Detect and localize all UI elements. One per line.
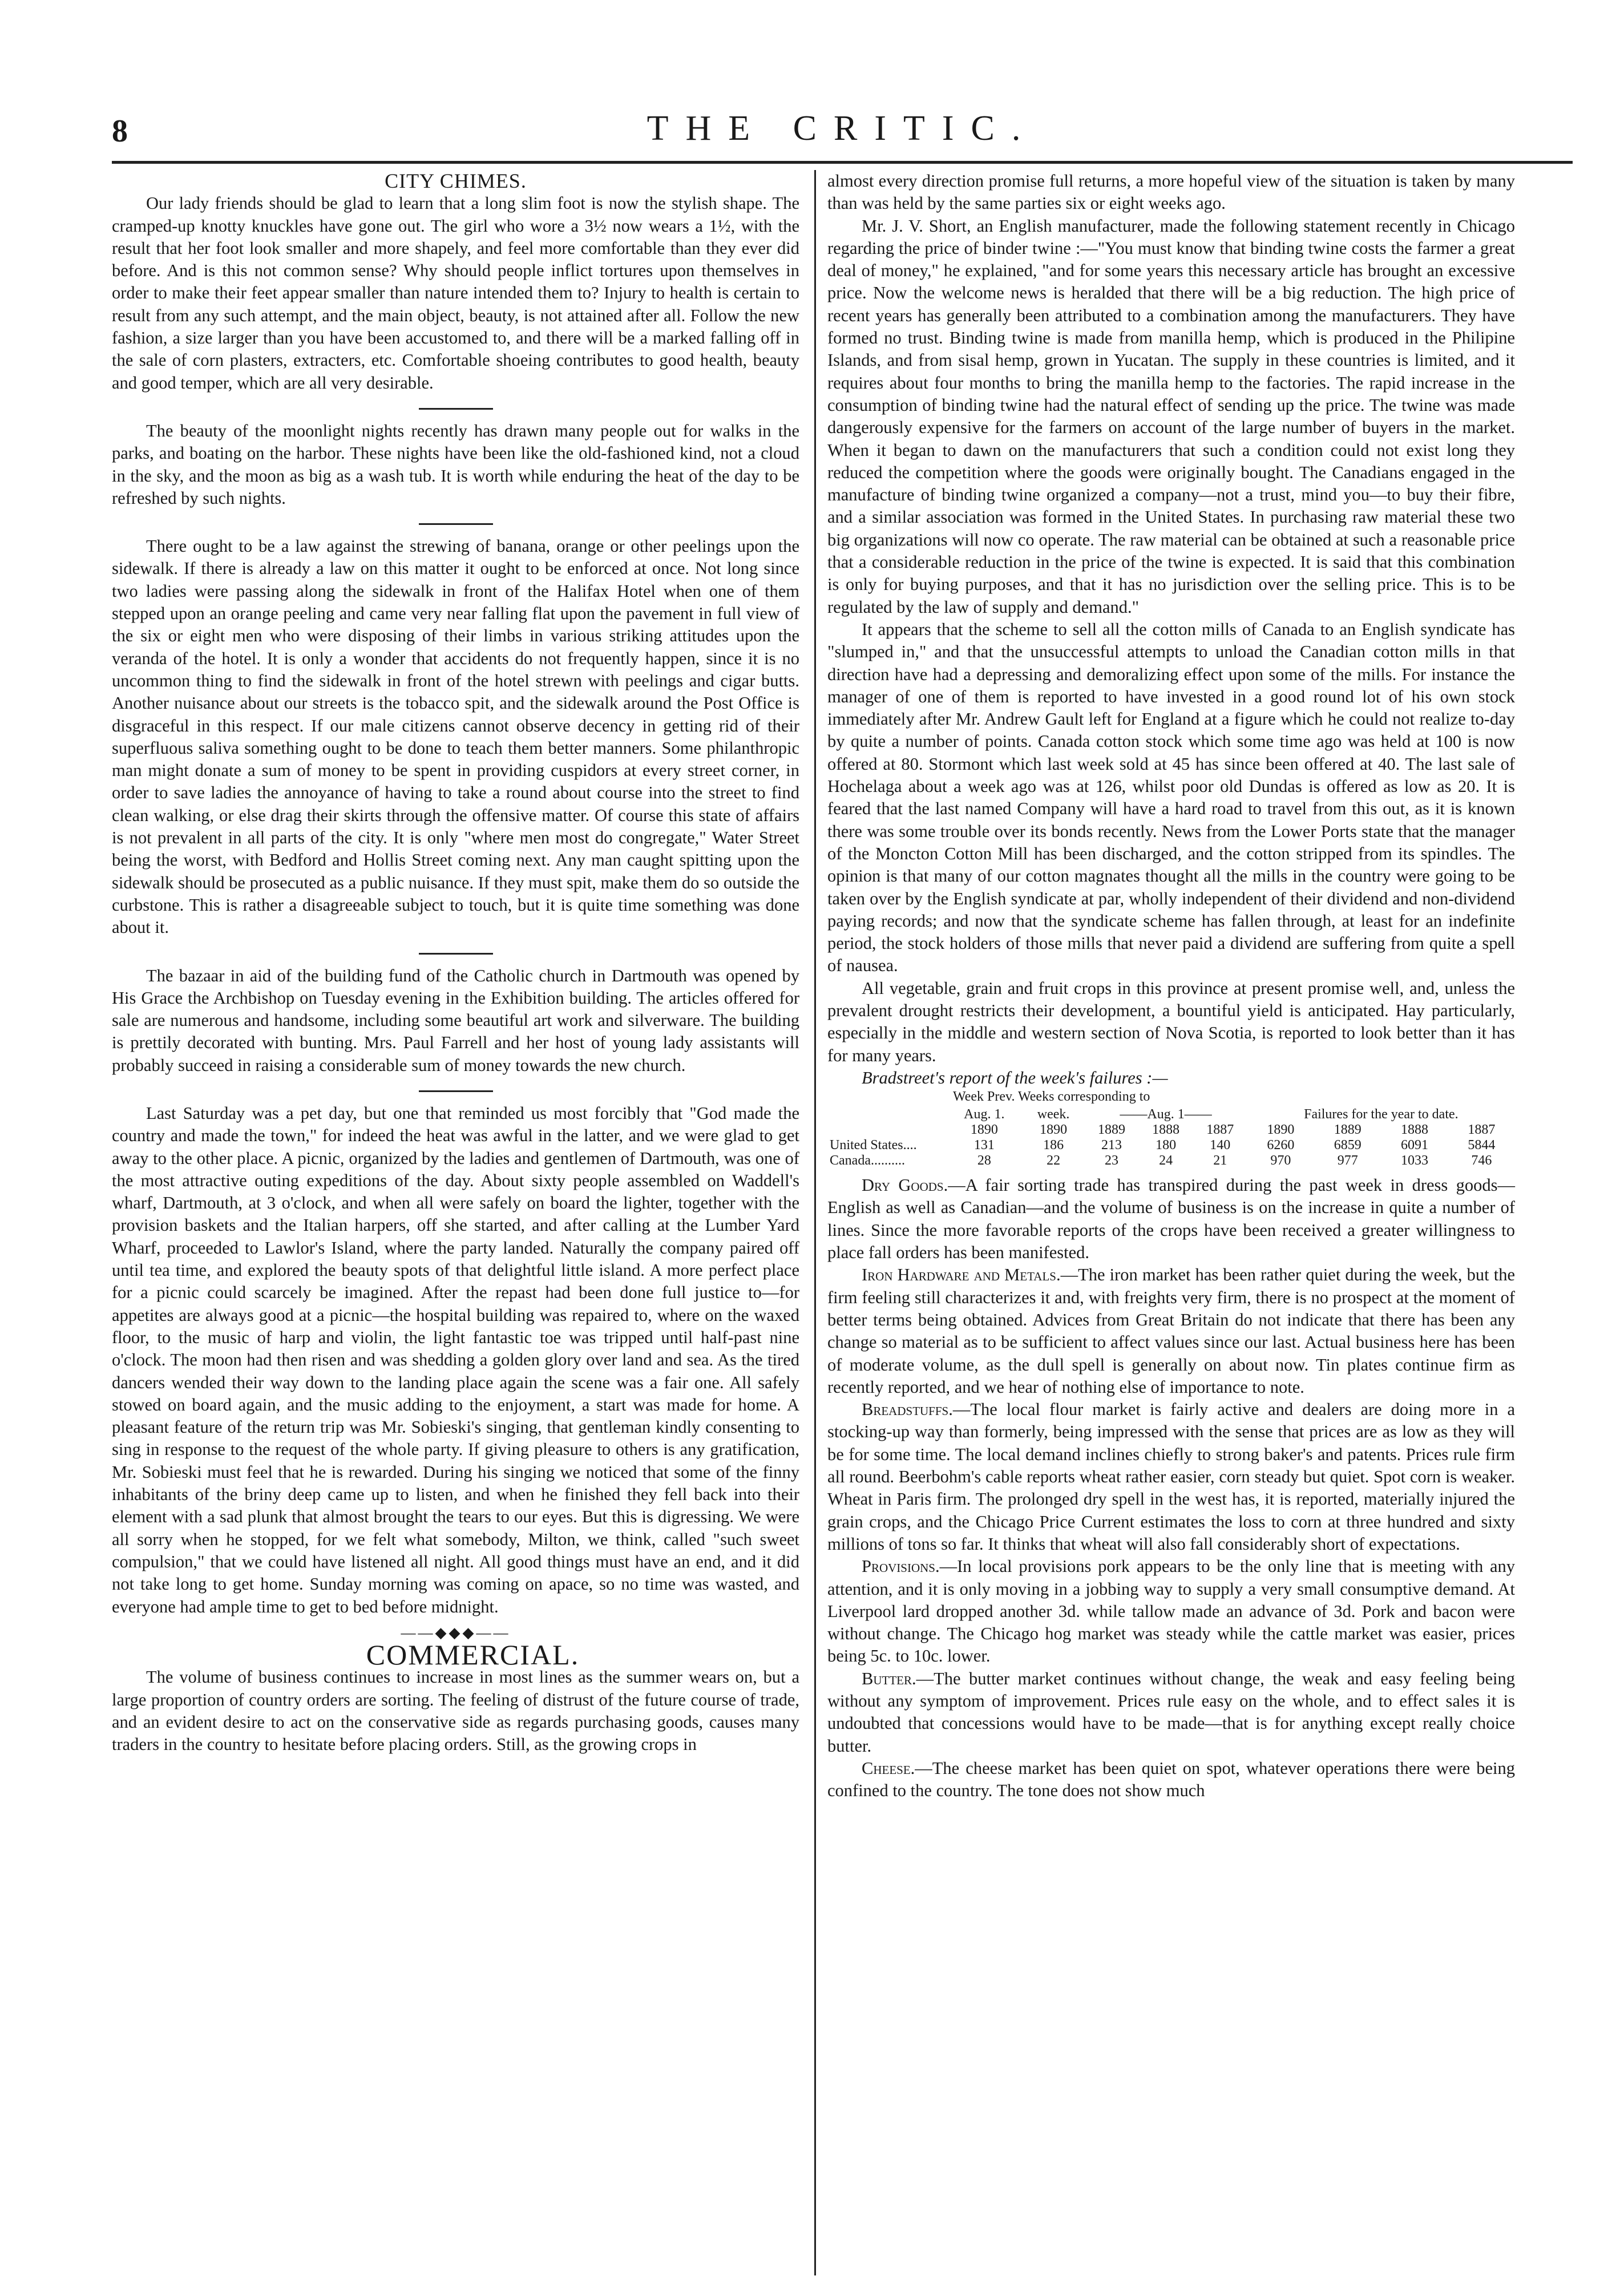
market-report-iron: Iron Hardware and Metals.—The iron market has been rather quiet during the week, but the firm feeling still characterizes it and, with freights very firm, there is no prospect at the moment of better terms being obtained. Advices from Great Britain do not indicate that there has been any change so material as to be sufficient to affect values since our last. Actual business here has been of moderate volume, as the dull spell is generally on about now. Tin plates continue firm as recently reported, and we hear of nothing else of importance to note. (827, 1265, 1515, 1397)
table-row: 1890 1890 1889 1888 1887 1890 1889 1888 1887 (970, 1122, 1496, 1138)
masthead (112, 108, 1573, 154)
market-report-butter: Butter.—The butter market continues without change, the weak and easy feeling being without any symptom of improvement. Prices rule easy on the whole, and to effect sales it is undoubted that concessions would have to be made—that is for anything except really choice butter. (827, 1668, 1515, 1756)
article-paragraph: All vegetable, grain and fruit crops in this province at present promise well, and, unless the prevalent drought restricts their development, a bountiful yield is anticipated. Hay particularly, especially in the middle and western section of Nova Scotia, is reported to look better than it has for many years. (827, 978, 1515, 1065)
failures-intro: Bradstreet's report of the week's failures :— (862, 1068, 1168, 1088)
section-divider (419, 408, 493, 410)
commercial-heading: COMMERCIAL. (366, 1639, 580, 1671)
table-row: United States.... 131 186 213 180 140 6260 6859 6091 5844 (830, 1138, 1496, 1153)
article-paragraph: Last Saturday was a pet day, but one that reminded us most forcibly that "God made the country and made the town," for indeed the heat was awful in the latter, and we were glad to get away to the other place. A picnic, organized by the ladies and gentlemen of Dartmouth, was one of the most attractive outing expeditions of the day. About sixty people assembled on Waddell's wharf, Dartmouth, at 3 o'clock, and when all were safely on board the lighter, together with the provision baskets and the Italian harpers, off she started, and after calling at the Lumber Yard Wharf, proceeded to Lawlor's Island, where the party landed. Naturally the company paired off until tea time, and explored the beauty spots of that delightful little island. A more perfect place for a picnic could scarcely be imagined. After the repast had been done full justice to—for appetites are always good at a picnic—the hospital building was repaired to, where on the waxed floor, to the music of harp and violin, the light fantastic toe was tripped until half-past nine o'clock. The moon had then risen and was shedding a golden glory over land and sea. As the tired dancers wended their way down to the landing place again the scene was a fair one. All safely stowed on board again, and the music adding to the enjoyment, a start was made for home. A pleasant feature of the return trip was Mr. Sobieski's singing, that gentleman kindly consenting to sing in response to the request of the whole party. If giving pleasure to others is any gratification, Mr. Sobieski must feel that he is rewarded. During his singing we noticed that some of the finny inhabitants of the briny deep came up to listen, and when he finished they fell back into their element with a sad plunk that almost brought the tears to our eyes. But this is digressing. We were all sorry when he stopped, for we felt what somebody, Milton, we think, called "such sweet compulsion," that we could have listened all night. All good things must have an end, and it did not take long to get home. Sunday morning was coming on apace, so no time was wasted, and everyone had ample time to get to bed before midnight. (112, 1103, 799, 1616)
article-paragraph: Our lady friends should be glad to learn that a long slim foot is now the stylish shape. The cramped-up knotty knuckles have gone out. The girl who wore a 3½ now wears a 1½, with the result that her foot look smaller and more shapely, and feel more comfortable than they ever did before. And is this not common sense? Why should people inflict tortures upon themselves in order to make their feet appear smaller than nature intended them to? Injury to health is certain to result from any such attempt, and the main object, beauty, is not attained after all. Follow the new fashion, a size larger than you have been accustomed to, and there will be a marked falling off in the sale of corn plasters, extracters, etc. Comfortable shoeing contributes to good health, beauty and good temper, which are all very desirable. (112, 193, 799, 393)
market-report-provisions: Provisions.—In local provisions pork appears to be the only line that is meeting with any attention, and it is only moving in a jobbing way to supply a very small consumptive demand. At Liverpool lard dropped another 3d. while tallow made an advance of 3d. Pork and bacon were without change. The Chicago hog market was steady while the cattle market was easier, prices being 5c. to 10c. lower. (827, 1557, 1515, 1666)
article-paragraph: The beauty of the moonlight nights recently has drawn many people out for walks in the parks, and boating on the harbor. These nights have been like the old-fashioned kind, not a cloud in the sky, and the moon as big as a wash tub. It is worth while enduring the heat of the day to be refreshed by such nights. (112, 421, 799, 508)
section-divider (419, 523, 493, 525)
newspaper-title: THE CRITIC. (647, 109, 1038, 148)
article-paragraph: The bazaar in aid of the building fund of the Catholic church in Dartmouth was opened by His Grace the Archbishop on Tuesday evening in the Exhibition building. The articles offered for sale are numerous and handsome, including some beautiful art work and silverware. The building is prettily decorated with bunting. Mrs. Paul Farrell and her host of young lady assistants will probably succeed in raising a considerable sum of money towards the new church. (112, 965, 799, 1075)
section-divider (419, 953, 493, 955)
article-paragraph: There ought to be a law against the strewing of banana, orange or other peelings upon the sidewalk. If there is already a law on this matter it ought to be enforced at once. Not long since two ladies were passing along the sidewalk in front of the Halifax Hotel when one of them stepped upon an orange peeling and came very near falling flat upon the pavement in full view of the six or eight men who were disposing of their limbs in various striking attitudes upon the veranda of the hotel. It is only a wonder that accidents do not frequently happen, since it is no uncommon thing to find the sidewalk in front of the hotel strewn with peelings and cigar butts. Another nuisance about our streets is the tobacco spit, and the sidewalk around the Post Office is disgraceful in this respect. If our male citizens cannot observe decency in getting rid of their superfluous saliva something ought to be done to teach them better manners. Some philanthropic man might donate a sum of money to be spent in providing cuspidors at every street corner, in order to save ladies the annoyance of having to take a round about course into the street to find clean walking, or else drag their skirts through the offensive matter. Of course this state of affairs is not prevalent in all parts of the city. It is only "where men most do congregate," Water Street being the worst, with Bedford and Hollis Street coming next. Any man caught spitting upon the sidewalk should be prosecuted as a public nuisance. If they must spit, make them do so outside the curbstone. This is rather a disagreeable subject to touch, but it is quite time something was done about it. (112, 536, 799, 937)
failures-table (827, 1107, 1515, 1169)
column-rule (814, 170, 816, 2275)
article-paragraph: almost every direction promise full returns, a more hopeful view of the situation is taken by many than was held by the same parties six or eight weeks ago. (827, 171, 1515, 213)
page-number: 8 (112, 114, 128, 149)
table-row: Aug. 1. week. ——Aug. 1—— Failures for the year to date. (964, 1107, 1459, 1122)
article-paragraph: The volume of business continues to increase in most lines as the summer wears on, but a large proportion of country orders are sorting. The feeling of distrust of the future course of trade, and an evident desire to act on the conservative side as regards purchasing goods, causes many traders in the country to hesitate before placing orders. Still, as the growing crops in (112, 1667, 799, 1755)
ornament-divider: ——◆◆◆—— (401, 1624, 511, 1641)
left-column (112, 170, 799, 1756)
table-row: Canada.......... 28 22 23 24 21 970 977 1033 746 (830, 1153, 1492, 1169)
article-paragraph: Mr. J. V. Short, an English manufacturer, made the following statement recently in Chicago regarding the price of binder twine :—"You must know that binding twine costs the farmer a great deal of money," he explained, "and for some years this necessary article has brought an excessive price. Now the welcome news is heralded that there will be a big reduction. The high price of recent years has generally been attributed to a combination among the manufacturers. They have formed no trust. Binding twine is made from manilla hemp, which is produced in the Philipine Islands, and from sisal hemp, grown in Yucatan. The supply in these countries is limited, and it requires about four months to bring the manilla hemp to the factories. The rapid increase in the consumption of binding twine had the natural effect of sending up the price. The twine was made dangerously expensive for the farmers on account of the large number of buyers in the market. When it began to dawn on the manufacturers that such a condition could not exist long they reduced the competition where the goods were originally bought. The Canadians engaged in the manufacture of binding twine organized a company—not a trust, mind you—to buy their fibre, and a similar association was formed in the United States. In purchasing raw material these two big organizations will now co operate. The raw material can be obtained at such a reasonable price that a considerable reduction in the price of the twine is expected. It is said that this combination is only for buying purposes, and that it has no jurisdiction over the selling price. This is to be regulated by the law of supply and demand." (827, 216, 1515, 617)
masthead-rule (112, 161, 1573, 164)
market-report-cheese: Cheese.—The cheese market has been quiet on spot, whatever operations there were being confined to the country. The tone does not show much (827, 1758, 1515, 1801)
failures-table-head: Week Prev. Weeks corresponding to (953, 1089, 1150, 1105)
market-report-dry-goods: Dry Goods.—A fair sorting trade has transpired during the past week in dress goods—English as well as Canadian—and the volume of business is on the increase in quite a number of lines. Since the more favorable reports of the crops have been received a greater willingness to place fall orders has been manifested. (827, 1175, 1515, 1263)
market-report-breadstuffs: Breadstuffs.—The local flour market is fairly active and dealers are doing more in a stocking-up way than formerly, being impressed with the sense that prices are as low as they will be for some time. The local demand inclines chiefly to strong baker's and patents. Prices rule firm all round. Beerbohm's cable reports wheat rather easier, corn steady but quiet. Spot corn is weaker. Wheat in Paris firm. The prolonged dry spell in the west has, it is reported, materially injured the grain crops, and the Chicago Price Current estimates the loss to corn at three hundred and sixty millions of tons so far. It thinks that wheat will also fall considerably short of expectations. (827, 1400, 1515, 1554)
right-column (827, 170, 1515, 1802)
section-divider (419, 1090, 493, 1092)
city-chimes-heading: CITY CHIMES. (385, 169, 527, 192)
article-paragraph: It appears that the scheme to sell all the cotton mills of Canada to an English syndicate has "slumped in," and that the unsuccessful attempts to unload the Canadian cotton mills in that direction have had a depressing and demoralizing effect upon some of the mills. For instance the manager of one of them is reported to have invested in a good round lot of his own stock immediately after Mr. Andrew Gault left for England at a figure which he could not realize to-day by quite a number of points. Canada cotton stock which some time ago was held at 100 is now offered at 80. Stormont which last week sold at 45 has since been offered at 40. The last sale of Hochelaga about a week ago was at 126, whilst poor old Dundas is offered as low as 20. It is feared that the last named Company will have a hard road to travel from this out, as it is known there was some trouble over its bonds recently. News from the Lower Ports state that the manager of the Moncton Cotton Mill has been discharged, and the cotton stripped from its spindles. The opinion is that many of our cotton magnates thought all the mills in the country were going to be taken over by the English syndicate at par, wholly independent of their dividend and non-dividend paying records; and now that the syndicate scheme has fallen through, at least for an indefinite period, the stock holders of those mills that never paid a dividend are suffering from quite a spell of nausea. (827, 619, 1515, 976)
